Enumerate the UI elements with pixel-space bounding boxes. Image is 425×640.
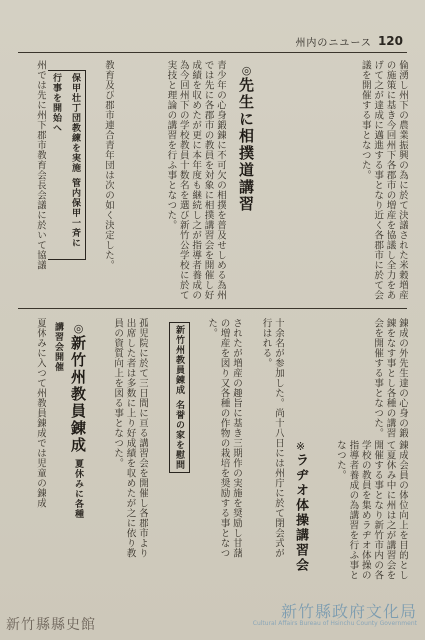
heading2-sub: 夏休みに各種講習会開催 xyxy=(53,322,83,520)
lower-text-col-1: 夏休みに入つて州教員錬成では児童の錬成 xyxy=(35,318,46,508)
heading3: ラヂオ体操講習会 xyxy=(293,453,308,573)
box1-subtitle: 管内保甲一斉に行事を開始へ xyxy=(51,73,80,249)
bureau-watermark xyxy=(252,602,417,630)
page-header xyxy=(295,32,403,50)
box2-subtitle: 名誉の家を慰問 xyxy=(174,400,184,471)
upper-text-col-1: 州では先に州下郡市教育会長会議に於いて協議 xyxy=(35,60,46,270)
box1-heading xyxy=(48,70,86,260)
box2-title: 新竹州教員錬成 xyxy=(174,325,184,395)
heading1-block xyxy=(230,64,256,304)
heading3-marker: ※ xyxy=(294,440,307,453)
bureau-name-en: Cultural Affairs Bureau of Hsinchu County Government xyxy=(252,620,417,627)
bureau-name: 新竹縣政府文化局 xyxy=(280,602,417,621)
box1-title: 保甲壮丁団教練を実施 xyxy=(70,73,80,173)
header-rule xyxy=(18,52,407,53)
lower-text-col-6: 錬成会員の体位向上を目的として夏休み中に州は之が講習会を開催する事となり新竹市内の各学校の教員を集めラヂオ体操の指導者養成の為講習を行ふ事となつた。 xyxy=(334,440,408,580)
box2-heading xyxy=(150,322,190,522)
upper-text-col-4: 倫湧し州下の農業振興の為に於て決議された米穀増産の施策に基き今回州下各郡市の増産を協議し全力をあげて之が達成に邁進する事となり近く各郡市に於て会議を開催する事となつた。 xyxy=(359,60,408,300)
heading1-marker: ◎ xyxy=(240,64,253,77)
upper-text-col-3: 青少年の心身鍛錬に不可欠の相撲を普及せしめる為州では先に各郡市の教員を対象に相撲講習会を開催し好成績を収めたが更に本年度も継続し之が指導者養成の為今回州下の学校教員十数名を選び新竹公学校に於て実技と理論の講習を行ふ事となつた。 xyxy=(165,60,226,300)
heading1: 先生に相撲道講習 xyxy=(237,77,255,213)
lower-text-col-4: 十余名が参加した。尚十八日には州庁に於て閉会式が行はれる。 xyxy=(260,318,284,558)
lower-text-col-5: 錬成の外先生達の心身の鍛錬をなす事とし各種の講習会を開催する事となつた。 xyxy=(372,318,408,438)
archive-watermark: 新竹縣縣史館 xyxy=(6,617,96,633)
lower-text-col-3: されたが増産の趣旨に基き三期作の実施を奨励し甘藷の増産を図り又各種の作物の栽培を奨励する事となつた。 xyxy=(206,318,242,558)
heading2-block xyxy=(48,322,88,522)
page-number: 120 xyxy=(377,34,403,48)
header-title: 州内のニユース xyxy=(295,37,372,49)
heading2-marker: ◎ xyxy=(72,322,85,335)
section-divider xyxy=(18,308,407,309)
heading3-block xyxy=(286,440,310,590)
upper-text-col-2: 教育及び郡市連合青年団は次の如く決定した。 xyxy=(103,60,114,270)
heading2: 新竹州教員錬成 xyxy=(69,335,87,454)
lower-text-col-2: 孤児院に於て三日間に亘る講習会を開催し各郡市より出席した者は多数に上り好成績を収めたが之に依り教員の資質向上を図る事となつた。 xyxy=(112,318,148,558)
